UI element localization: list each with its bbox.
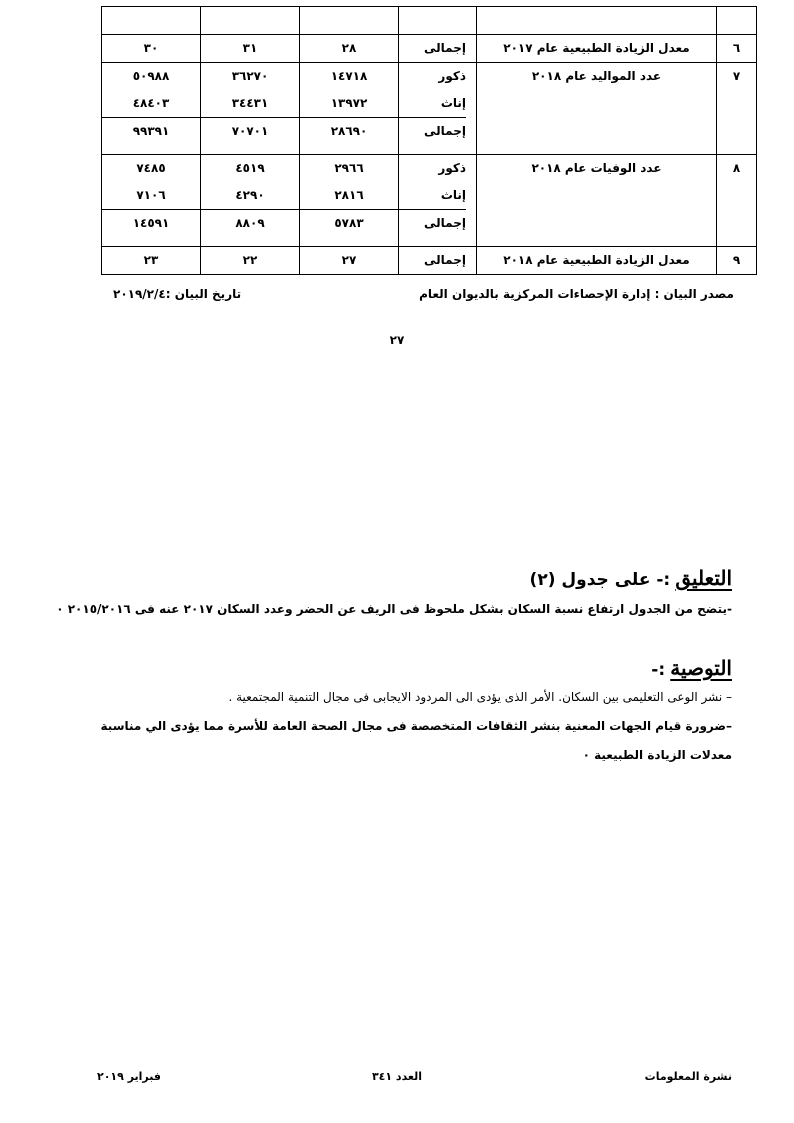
row-type-value: ذكور (438, 161, 466, 175)
col1-cell-value: ٢٩٦٦ (334, 161, 364, 175)
comment-heading (530, 566, 732, 590)
col1-cell (300, 63, 399, 155)
row-number-text: ٨ (732, 161, 741, 175)
col2-cell (201, 63, 300, 155)
row-item-text: معدل الزيادة الطبيعية عام ٢٠١٧ (503, 41, 690, 55)
col1-cell-value: ٢٨٦٩٠ (300, 117, 398, 154)
footer-publication: نشرة المعلومات (644, 1070, 732, 1083)
comment-title-suffix: :- على جدول (٢) (529, 570, 671, 590)
row-item (477, 155, 717, 247)
page-number: ٢٧ (389, 333, 405, 347)
row-item-text (477, 7, 716, 34)
col3-cell-value: ٥٠٩٨٨ (132, 69, 170, 83)
col3-cell (102, 63, 201, 155)
col2-cell-value: ٢٢ (242, 253, 258, 267)
col2-cell-value: ٣٦٢٧٠ (231, 69, 269, 83)
row-type (399, 63, 477, 155)
recommendation-item-1: – نشر الوعى التعليمى بين السكان. الأمر الذى يؤدى الى المردود الايجابى فى مجال التنمية المجتمعية . (228, 690, 732, 704)
row-number (717, 63, 757, 155)
col3-cell-value: ٧١٠٦ (136, 188, 166, 202)
col1-cell-value: ١٤٧١٨ (330, 69, 368, 83)
row-item (477, 35, 717, 63)
col2-cell-value: ٣١ (242, 41, 258, 55)
col3-cell-value: ٤٨٤٠٣ (132, 96, 170, 110)
recommendation-title: التوصية (670, 656, 732, 680)
row-number (717, 155, 757, 247)
col3-cell-value: ١٤٥٩١ (102, 209, 200, 246)
col2-cell (201, 35, 300, 63)
row-number-text: ٧ (732, 69, 741, 83)
data-source: مصدر البيان : إدارة الإحصاءات المركزية بالديوان العام (419, 287, 734, 301)
col2-cell (201, 155, 300, 247)
col3-cell-value: ٩٩٣٩١ (102, 117, 200, 154)
col3-cell (102, 247, 201, 275)
col2-cell-value: ٣٤٤٣١ (231, 96, 269, 110)
footer-issue: العدد ٣٤١ (371, 1070, 423, 1083)
footer-date: فبراير ٢٠١٩ (97, 1070, 161, 1083)
row-number-text: ٩ (732, 253, 741, 267)
comment-text: -يتضح من الجدول ارتفاع نسبة السكان بشكل ملحوظ فى الريف عن الحضر وعدد السكان ٢٠١٧ عنه فى ٢٠١٥/٢٠١٦ ٠ (56, 602, 732, 616)
row-type-value: ذكور (438, 69, 466, 83)
col2-cell (201, 247, 300, 275)
col1-cell-value: ٥٧٨٣ (300, 209, 398, 246)
col2-cell-value: ٧٠٧٠١ (201, 117, 299, 154)
col1-cell-value: ٢٨١٦ (334, 188, 364, 202)
table-row (102, 155, 757, 247)
col3-cell-value: ٧٤٨٥ (136, 161, 166, 175)
row-item (477, 7, 717, 35)
col1-cell-value (300, 7, 398, 34)
row-number (717, 247, 757, 275)
row-type-value: إجمالى (424, 41, 466, 55)
row-type-value (399, 7, 466, 34)
row-number (717, 7, 757, 35)
recommendation-heading (651, 656, 732, 680)
col2-cell (201, 7, 300, 35)
table-row (102, 247, 757, 275)
col2-cell-value: ٤٥١٩ (235, 161, 265, 175)
data-date: تاريخ البيان :٢٠١٩/٢/٤ (113, 287, 242, 301)
col2-cell-value (201, 7, 299, 34)
row-item-text: معدل الزيادة الطبيعية عام ٢٠١٨ (503, 253, 690, 267)
row-number (717, 35, 757, 63)
row-type-value: إجمالى (399, 117, 466, 154)
table-row (102, 7, 757, 35)
col1-cell (300, 155, 399, 247)
row-item-text: عدد الوفيات عام ٢٠١٨ (531, 161, 662, 175)
col3-cell (102, 155, 201, 247)
col3-cell-value: ٢٣ (143, 253, 159, 267)
row-item-text: عدد المواليد عام ٢٠١٨ (531, 69, 662, 83)
col1-cell (300, 35, 399, 63)
col2-cell-value: ٨٨٠٩ (201, 209, 299, 246)
col1-cell (300, 247, 399, 275)
col1-cell-value: ١٣٩٧٢ (330, 96, 368, 110)
table-row (102, 35, 757, 63)
col3-cell-value: ٣٠ (143, 41, 159, 55)
table-row (102, 63, 757, 155)
row-type (399, 247, 477, 275)
col1-cell-value: ٢٧ (341, 253, 357, 267)
table-body (102, 7, 757, 275)
row-number-text (717, 7, 756, 34)
col1-cell (300, 7, 399, 35)
row-type (399, 7, 477, 35)
row-item (477, 247, 717, 275)
row-number-text: ٦ (732, 41, 741, 55)
row-type (399, 35, 477, 63)
row-type-value: إجمالى (399, 209, 466, 246)
comment-title: التعليق (675, 566, 732, 590)
col1-cell-value: ٢٨ (341, 41, 357, 55)
row-item (477, 63, 717, 155)
col3-cell (102, 7, 201, 35)
recommendation-title-suffix: :- (651, 660, 666, 680)
col3-cell-value (102, 7, 200, 34)
row-type-value: إناث (440, 188, 466, 202)
row-type (399, 155, 477, 247)
statistics-table (101, 6, 757, 275)
recommendation-item-2: –ضرورة قيام الجهات المعنية بنشر الثقافات المتخصصة فى مجال الصحة العامة للأسرة مما يؤدى الي مناسبة معدلات الزيادة الطبيعية ٠ (100, 719, 732, 762)
col2-cell-value: ٤٢٩٠ (235, 188, 265, 202)
col3-cell (102, 35, 201, 63)
row-type-value: إناث (440, 96, 466, 110)
row-type-value: إجمالى (424, 253, 466, 267)
